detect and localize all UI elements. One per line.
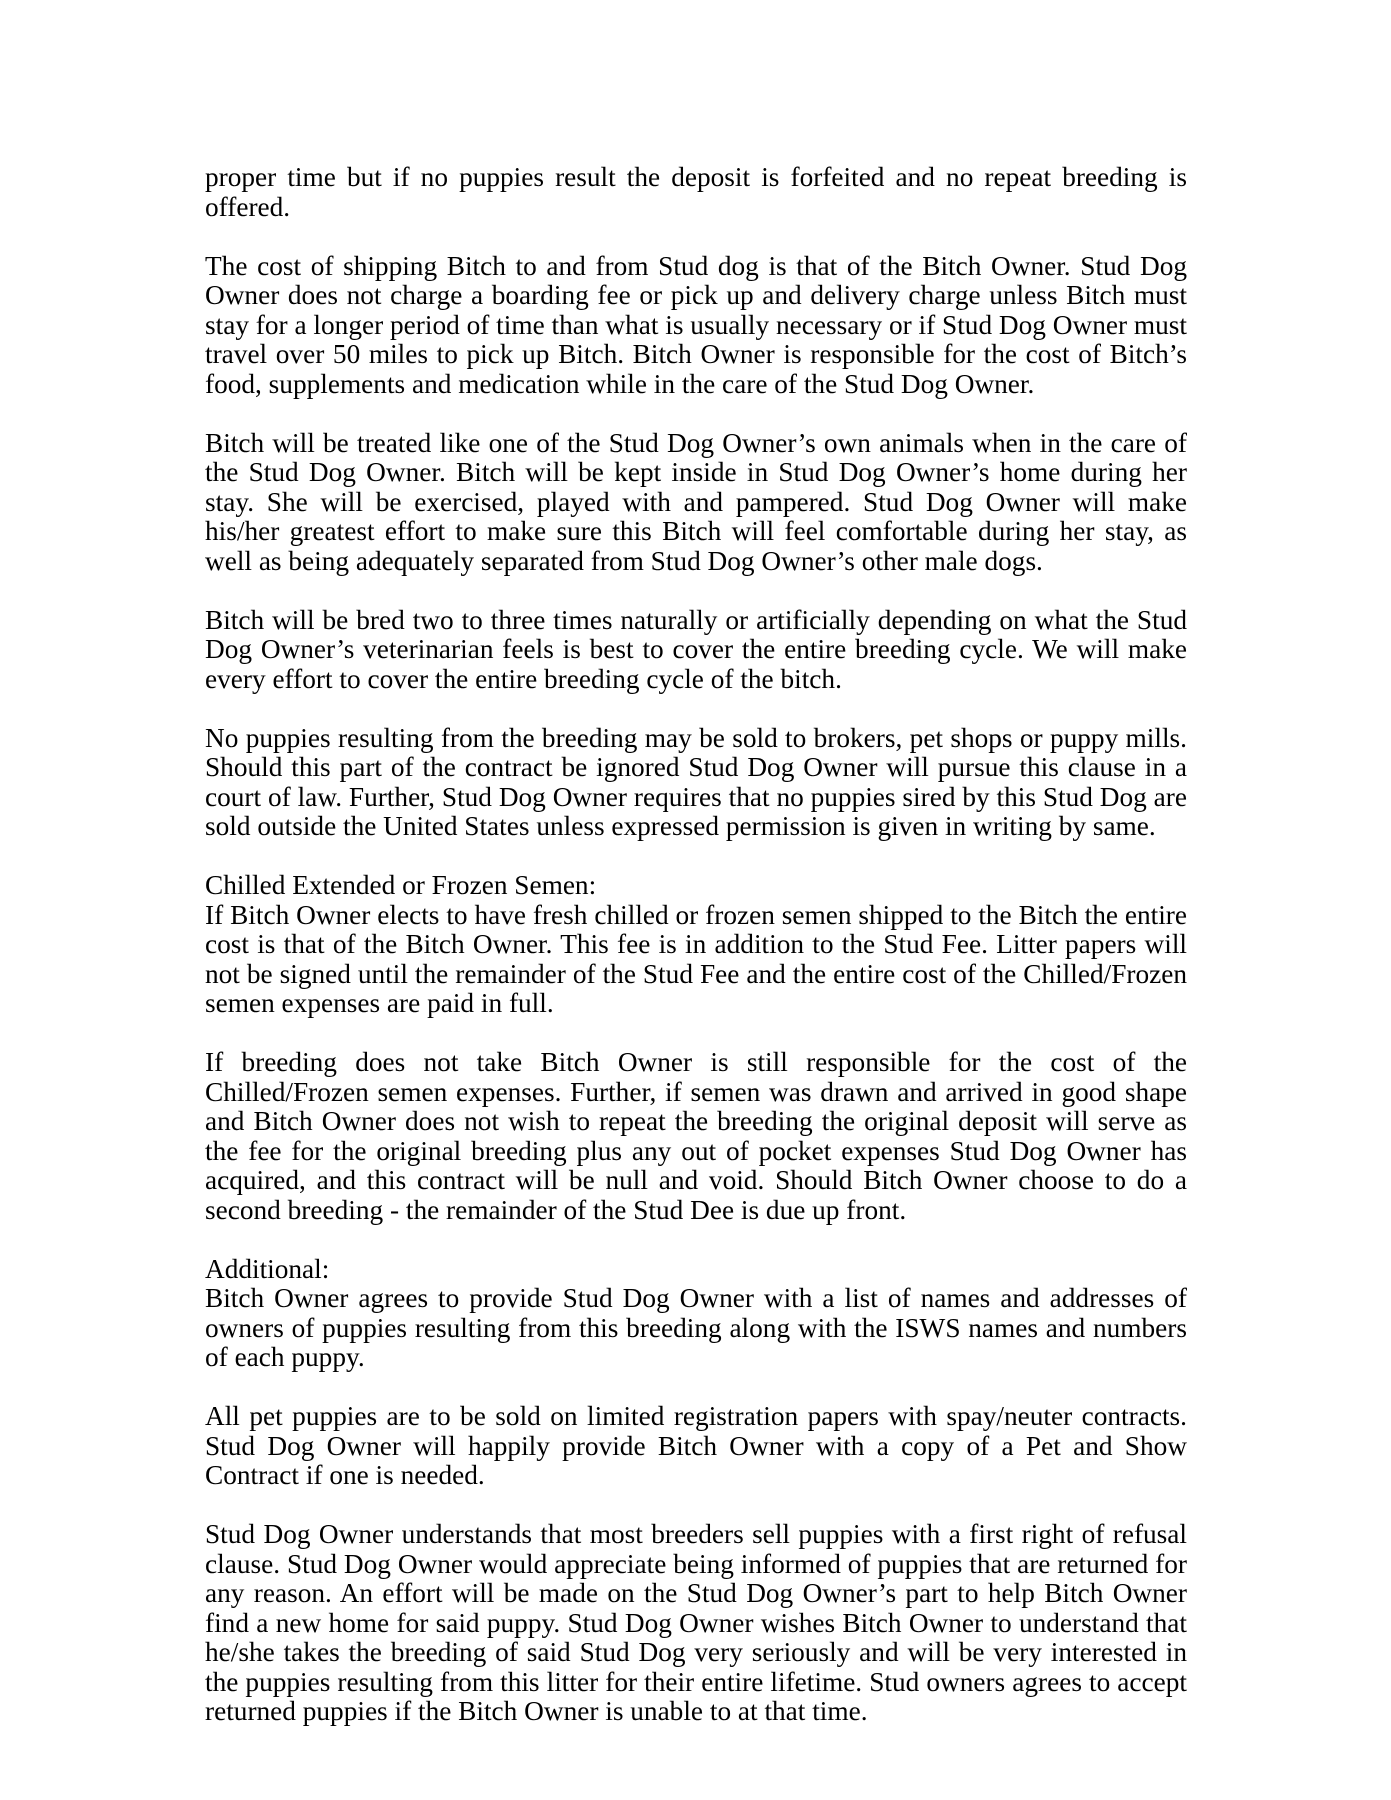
paragraph: Bitch will be bred two to three times naturally or artificially depending on what the Stud Dog Owner’s veterinarian feels is best to cover the entire breeding cycle. We will make every effort to cover the entire breeding cycle of the bitch.: [205, 604, 1187, 694]
paragraph: The cost of shipping Bitch to and from Stud dog is that of the Bitch Owner. Stud Dog Owner does not charge a boarding fee or pick up and delivery charge unless Bitch must stay for a longer period of time than what is usually necessary or if Stud Dog Owner must travel over 50 miles to pick up Bitch. Bitch Owner is responsible for the cost of Bitch’s food, supplements and medication while in the care of the Stud Dog Owner.: [205, 250, 1187, 399]
section-body: If Bitch Owner elects to have fresh chilled or frozen semen shipped to the Bitch the entire cost is that of the Bitch Owner. This fee is in addition to the Stud Fee. Litter papers will not be signed until the remainder of the Stud Fee and the entire cost of the Chilled/Frozen semen expenses are paid in full.: [205, 899, 1187, 1018]
section-chilled-extended-or-frozen-semen: [205, 871, 1187, 1019]
section-additional: [205, 1255, 1187, 1373]
section-heading: Chilled Extended or Frozen Semen:: [205, 870, 597, 900]
paragraph: Bitch will be treated like one of the Stud Dog Owner’s own animals when in the care of the Stud Dog Owner. Bitch will be kept inside in Stud Dog Owner’s home during her stay. She will be exercised, played with and pampered. Stud Dog Owner will make his/her greatest effort to make sure this Bitch will feel comfortable during her stay, as well as being adequately separated from Stud Dog Owner’s other male dogs.: [205, 427, 1187, 576]
paragraph: All pet puppies are to be sold on limited registration papers with spay/neuter contracts. Stud Dog Owner will happily provide Bitch Owner with a copy of a Pet and Show Contract if one is needed.: [205, 1401, 1187, 1490]
paragraph: No puppies resulting from the breeding may be sold to brokers, pet shops or puppy mills. Should this part of the contract be ignored Stud Dog Owner will pursue this clause in a court of law. Further, Stud Dog Owner requires that no puppies sired by this Stud Dog are sold outside the United States unless expressed permission is given in writing by same.: [205, 722, 1187, 841]
paragraph: proper time but if no puppies result the deposit is forfeited and no repeat breeding is offered.: [205, 162, 1187, 222]
section-body: Bitch Owner agrees to provide Stud Dog Owner with a list of names and addresses of owners of puppies resulting from this breeding along with the ISWS names and numbers of each puppy.: [205, 1283, 1187, 1372]
paragraph: Stud Dog Owner understands that most breeders sell puppies with a first right of refusal clause. Stud Dog Owner would appreciate being informed of puppies that are returned for any reason. An effort will be made on the Stud Dog Owner’s part to help Bitch Owner find a new home for said puppy. Stud Dog Owner wishes Bitch Owner to understand that he/she takes the breeding of said Stud Dog very seriously and will be very interested in the puppies resulting from this litter for their entire lifetime. Stud owners agrees to accept returned puppies if the Bitch Owner is unable to at that time.: [205, 1519, 1187, 1726]
paragraph: If breeding does not take Bitch Owner is still responsible for the cost of the Chilled/Frozen semen expenses. Further, if semen was drawn and arrived in good shape and Bitch Owner does not wish to repeat the breeding the original deposit will serve as the fee for the original breeding plus any out of pocket expenses Stud Dog Owner has acquired, and this contract will be null and void. Should Bitch Owner choose to do a second breeding - the remainder of the Stud Dee is due up front.: [205, 1047, 1187, 1225]
section-heading: Additional:: [205, 1253, 330, 1284]
